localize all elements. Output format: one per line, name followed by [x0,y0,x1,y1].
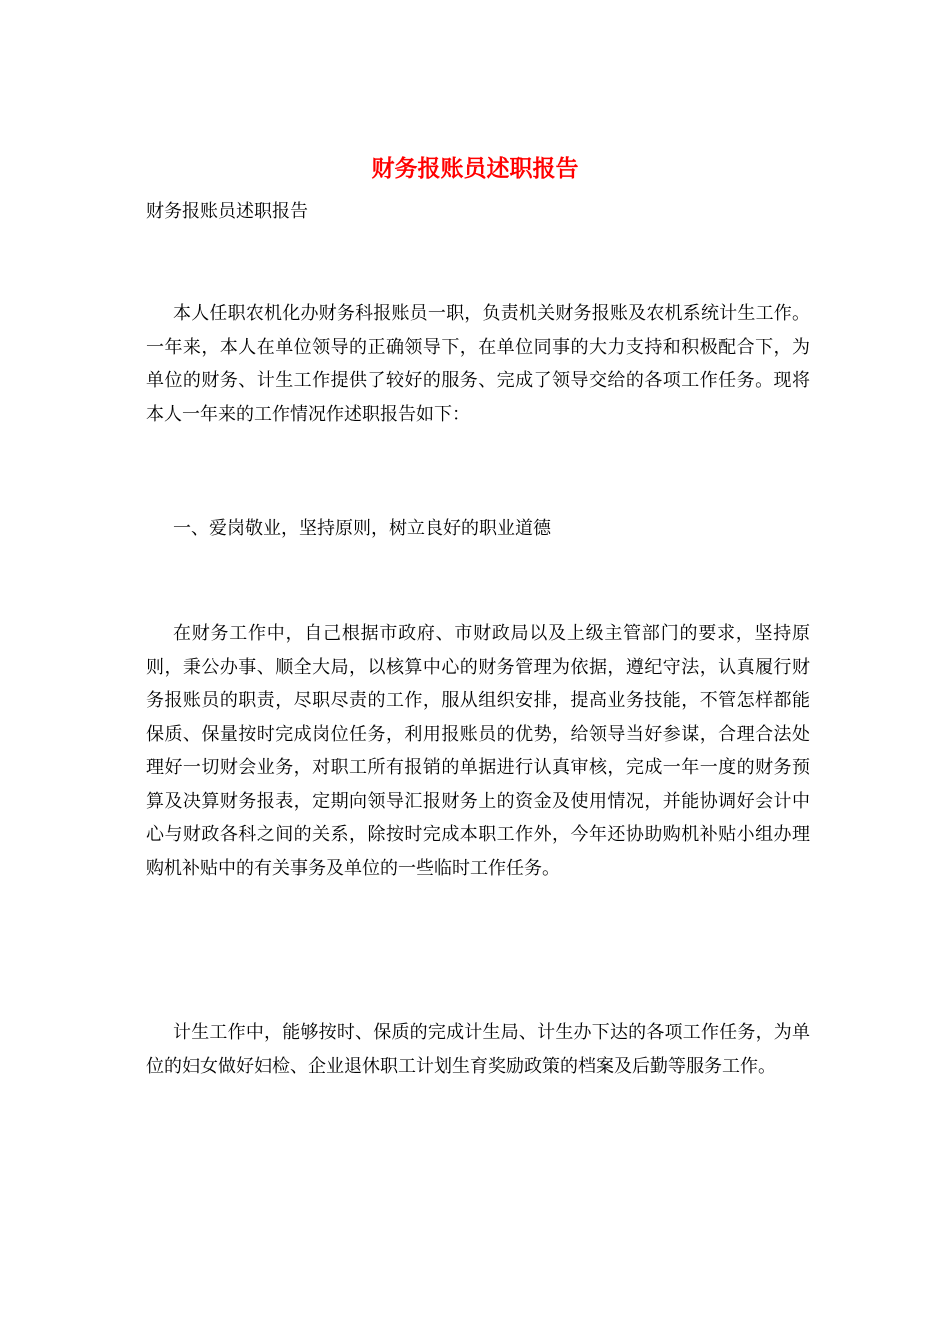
finance-work-paragraph: 在财务工作中，自己根据市政府、市财政局以及上级主管部门的要求，坚持原则，秉公办事、顺全大局，以核算中心的财务管理为依据，遵纪守法，认真履行财务报账员的职责，尽职尽责的工作，服从组织安排，提高业务技能，不管怎样都能保质、保量按时完成岗位任务，利用报账员的优势，给领导当好参谋，合理合法处理好一切财会业务，对职工所有报销的单据进行认真审核，完成一年一度的财务预算及决算财务报表，定期向领导汇报财务上的资金及使用情况，并能协调好会计中心与财政各科之间的关系，除按时完成本职工作外，今年还协助购机补贴小组办理购机补贴中的有关事务及单位的一些临时工作任务。 [146,623,810,879]
section-heading: 一、爱岗敬业，坚持原则，树立良好的职业道德 [173,518,551,539]
document-title: 财务报账员述职报告 [371,155,579,182]
family-planning-paragraph: 计生工作中，能够按时、保质的完成计生局、计生办下达的各项工作任务，为单位的妇女做好妇检、企业退休职工计划生育奖励政策的档案及后勤等服务工作。 [146,1022,810,1077]
document-subtitle: 财务报账员述职报告 [146,201,308,222]
intro-paragraph: 本人任职农机化办财务科报账员一职，负责机关财务报账及农机系统计生工作。一年来，本人在单位领导的正确领导下，在单位同事的大力支持和积极配合下，为单位的财务、计生工作提供了较好的服务、完成了领导交给的各项工作任务。现将本人一年来的工作情况作述职报告如下： [146,303,810,425]
